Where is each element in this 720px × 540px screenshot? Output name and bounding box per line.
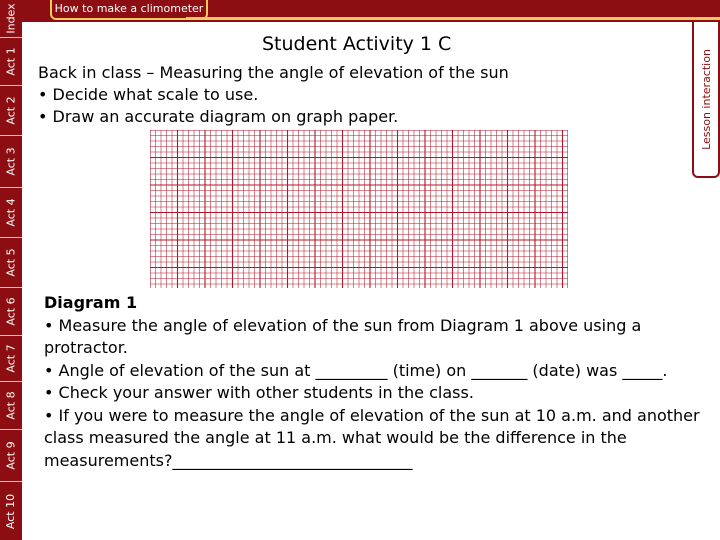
instruction-bullet: • Measure the angle of elevation of the sun from Diagram 1 above using a protractor. <box>44 315 647 357</box>
side-tab-label: Act 7 <box>4 344 18 373</box>
side-tab-label: Act 5 <box>4 248 18 277</box>
side-tab-label: Act 3 <box>4 147 18 176</box>
lesson-interaction-tab[interactable] <box>692 22 720 178</box>
side-tab-label: Act 2 <box>4 96 18 125</box>
side-tab-act-5[interactable] <box>0 238 22 288</box>
side-tab-act-2[interactable] <box>0 86 22 136</box>
side-tab-strip <box>0 0 22 540</box>
side-tab-label: Act 1 <box>4 47 18 76</box>
diagram-instructions <box>44 292 704 472</box>
side-tab-label: Act 4 <box>4 198 18 227</box>
side-tab-label: Act 8 <box>4 391 18 420</box>
side-tab-label: Index <box>4 3 18 34</box>
instruction-bullet: • Check your answer with other students in the class. <box>44 383 474 402</box>
lesson-interaction-label: Lesson interaction <box>699 48 713 150</box>
side-tab-act-7[interactable] <box>0 336 22 382</box>
side-tab-label: Act 9 <box>4 441 18 470</box>
side-tab-label: Act 10 <box>4 493 18 529</box>
intro-bullet: • Draw an accurate diagram on graph paper. <box>38 107 399 126</box>
side-tab-act-6[interactable] <box>0 288 22 336</box>
side-tab-act-4[interactable] <box>0 188 22 238</box>
diagram-heading: Diagram 1 <box>44 293 138 312</box>
side-tab-label: Act 6 <box>4 297 18 326</box>
instruction-bullet: • Angle of elevation of the sun at _________ (time) on _______ (date) was _____. <box>44 360 668 380</box>
intro-line: Back in class – Measuring the angle of elevation of the sun <box>38 63 509 82</box>
header-divider <box>186 17 720 20</box>
graph-paper <box>150 130 568 288</box>
side-tab-act-1[interactable] <box>0 38 22 86</box>
intro-text <box>38 62 658 128</box>
instruction-bullet: • If you were to measure the angle of elevation of the sun at 10 a.m. and another class measured the angle at 11 a.m. what would be the difference in the measurements?______________________________ <box>44 405 705 470</box>
side-tab-act-3[interactable] <box>0 136 22 188</box>
page-title: Student Activity 1 C <box>262 33 452 55</box>
presentation-title: How to make a climometer <box>50 0 208 20</box>
side-tab-act-8[interactable] <box>0 382 22 430</box>
side-tab-act-10[interactable] <box>0 482 22 540</box>
side-tab-act-9[interactable] <box>0 430 22 482</box>
header-bar <box>22 0 720 22</box>
side-tab-index[interactable] <box>0 0 22 38</box>
intro-bullet: • Decide what scale to use. <box>38 85 259 104</box>
